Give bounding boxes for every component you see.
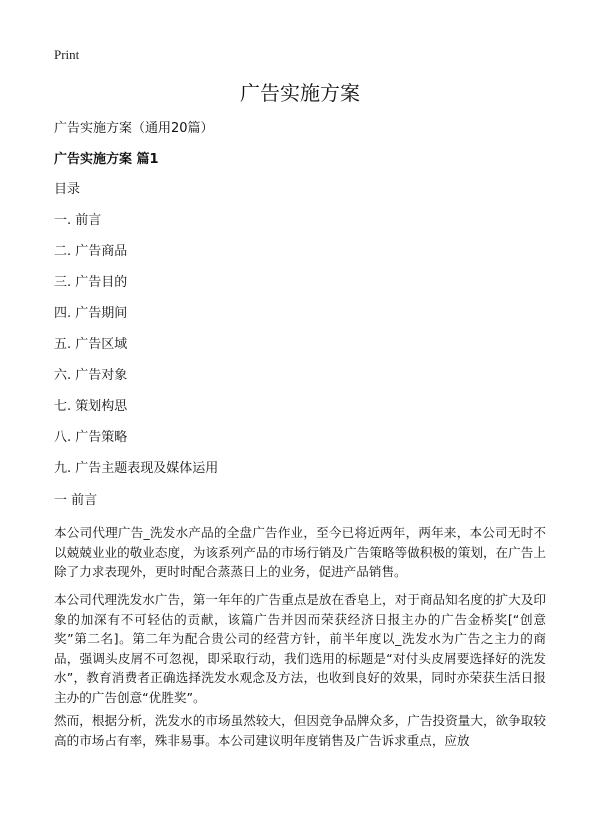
table-of-contents (54, 212, 218, 491)
page-title: 广告实施方案 (240, 81, 360, 105)
toc-item: 八. 广告策略 (54, 430, 128, 445)
body-paragraph: 然而，根据分析，洗发水的市场虽然较大，但因竞争品牌众多，广告投资量大，欲争取较高的市场占有率，殊非易事。本公司建议明年度销售及广告诉求重点，应放 (54, 713, 546, 748)
toc-item: 九. 广告主题表现及媒体运用 (54, 461, 219, 476)
body-paragraph: 本公司代理广告_洗发水产品的全盘广告作业，至今已将近两年，两年来，本公司无时不以兢兢业业的敬业态度，为该系列产品的市场行销及广告策略等做积极的策划，在广告上除了力求表现外，更时时配合蒸蒸日上的业务，促进产品销售。 (54, 525, 546, 579)
toc-item: 七. 策划构思 (54, 399, 128, 414)
print-link[interactable]: Print (54, 47, 80, 62)
section-heading: 广告实施方案 篇1 (54, 152, 159, 167)
document-subtitle: 广告实施方案（通用20篇） (54, 121, 214, 136)
toc-title: 目录 (54, 182, 81, 197)
body-paragraph: 本公司代理洗发水广告，第一年年的广告重点是放在香皂上，对于商品知名度的扩大及印象的加深有不可轻估的贡献，该篇广告并因而荣获经济日报主办的广告金桥奖[“创意奖”第二名]。第二年为配合贵公司的经营方针，前半年度以_洗发水为广告之主力的商品，强调头皮屑不可忽视，即采取行动，我们选用的标题是“对付头皮屑要选择好的洗发水”，教育消费者正确选择洗发水观念及方法，也收到良好的效果，同时亦荣获生活日报主办的广告创意“优胜奖”。 (54, 592, 546, 705)
toc-item: 五. 广告区域 (54, 337, 128, 352)
toc-item: 四. 广告期间 (54, 306, 128, 321)
toc-item: 三. 广告目的 (54, 275, 128, 290)
toc-item: 六. 广告对象 (54, 368, 128, 383)
intro-heading: 一 前言 (54, 493, 98, 508)
toc-item: 一. 前言 (54, 213, 102, 228)
toc-item: 二. 广告商品 (54, 244, 128, 259)
